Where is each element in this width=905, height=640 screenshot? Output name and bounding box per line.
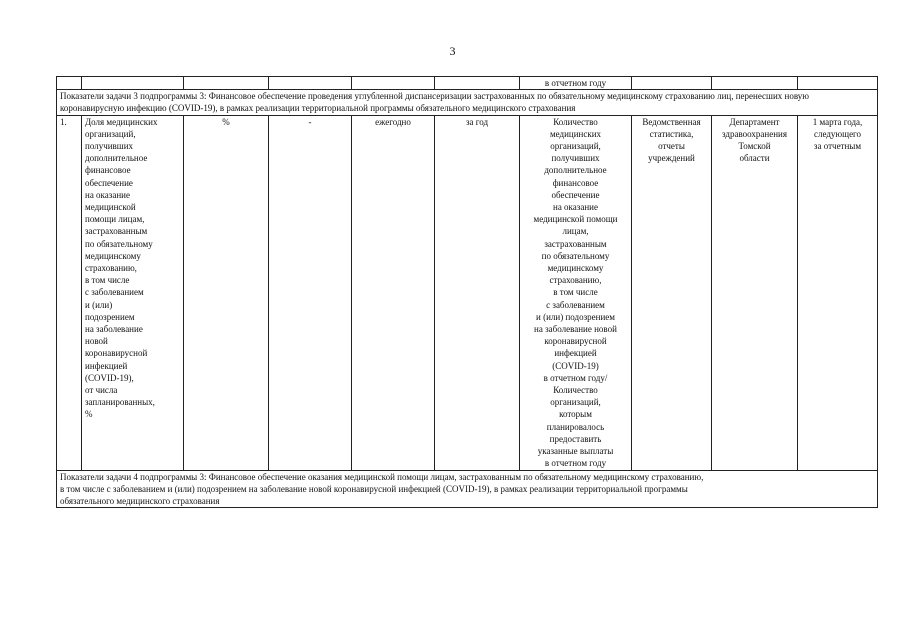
cell-weight: - <box>269 115 352 470</box>
cell-number-empty <box>57 77 82 90</box>
cell-row-number: 1. <box>57 115 82 470</box>
cell-unit: % <box>184 115 269 470</box>
cell-periodicity-empty <box>352 77 435 90</box>
cell-responsible: Департамент здравоохранения Томской области <box>712 115 798 470</box>
cell-weight-empty <box>269 77 352 90</box>
cell-source: Ведомственная статистика, отчеты учреждений <box>632 115 712 470</box>
cell-indicator-name: Доля медицинских организаций, получивших дополнительное финансовое обеспечение на оказание медицинской помощи лицам, застрахованным по обязательному медицинскому страхованию, в том числе с заболеванием и (или) подозрением на заболевание новой коронавирусной инфекцией (COVID-19), от числа запланированных, % <box>82 115 184 470</box>
page-number: 3 <box>449 44 456 58</box>
section-3-header: Показатели задачи 3 подпрограммы 3: Финансовое обеспечение проведения углубленной диспансеризации застрахованных по обязательному медицинскому страхованию лиц, перенесших новую коронавирусную инфекцию (COVID-19), в рамках реализации территориальной программы обязательного медицинского страхования <box>57 90 878 115</box>
cell-calculation: Количество медицинских организаций, получивших дополнительное финансовое обеспечение на оказание медицинской помощи лицам, застрахованным по обязательному медицинскому страхованию, в том числе с заболеванием и (или) подозрением на заболевание новой коронавирусной инфекцией (COVID-19) в отчетном году/ Количество организаций, которым планировалось предоставить указанные выплаты в отчетном году <box>520 115 632 470</box>
cell-calculation-tail: в отчетном году <box>520 77 632 90</box>
table-row-indicator-1 <box>57 115 878 470</box>
cell-source-empty <box>632 77 712 90</box>
section-4-header: Показатели задачи 4 подпрограммы 3: Финансовое обеспечение оказания медицинской помощи лицам, застрахованным по обязательному медицинскому страхованию, в том числе с заболеванием и (или) подозрением на заболевание новой коронавирусной инфекцией (COVID-19), в рамках реализации территориальной программы обязательного медицинского страхования <box>57 470 878 508</box>
cell-indicator-empty <box>82 77 184 90</box>
cell-time-basis-empty <box>435 77 520 90</box>
cell-deadline: 1 марта года, следующего за отчетным <box>798 115 878 470</box>
cell-responsible-empty <box>712 77 798 90</box>
indicators-table <box>56 76 878 508</box>
cell-time-basis: за год <box>435 115 520 470</box>
cell-periodicity: ежегодно <box>352 115 435 470</box>
section-header-row-4 <box>57 470 878 508</box>
cell-deadline-empty <box>798 77 878 90</box>
cell-unit-empty <box>184 77 269 90</box>
table-row-continuation <box>57 77 878 90</box>
section-header-row-3 <box>57 90 878 115</box>
